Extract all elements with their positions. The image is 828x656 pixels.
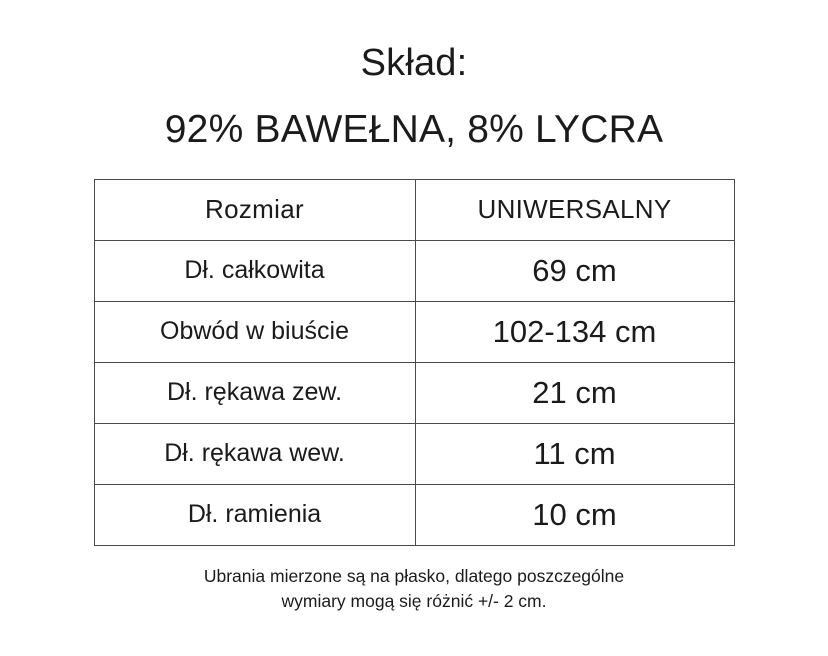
- measurement-label: Dł. rękawa zew.: [94, 362, 415, 423]
- table-row: [94, 484, 734, 545]
- measurement-value: 102-134 cm: [415, 301, 734, 362]
- footnote: [94, 564, 734, 615]
- table-header-value: UNIWERSALNY: [415, 179, 734, 240]
- table-row: [94, 362, 734, 423]
- footnote-line-2: wymiary mogą się różnić +/- 2 cm.: [281, 590, 547, 611]
- measurement-value: 10 cm: [415, 484, 734, 545]
- composition-value: 92% BAWEŁNA, 8% LYCRA: [164, 107, 664, 151]
- measurement-label: Obwód w biuście: [94, 301, 415, 362]
- size-table: [94, 179, 735, 546]
- table-header-label: Rozmiar: [94, 179, 415, 240]
- measurement-label: Dł. całkowita: [94, 240, 415, 301]
- measurement-label: Dł. ramienia: [94, 484, 415, 545]
- table-row: [94, 179, 734, 240]
- table-row: [94, 240, 734, 301]
- measurement-value: 11 cm: [415, 423, 734, 484]
- measurement-value: 69 cm: [415, 240, 734, 301]
- measurement-label: Dł. rękawa wew.: [94, 423, 415, 484]
- measurement-value: 21 cm: [415, 362, 734, 423]
- table-row: [94, 423, 734, 484]
- table-row: [94, 301, 734, 362]
- footnote-line-1: Ubrania mierzone są na płasko, dlatego poszczególne: [203, 565, 625, 586]
- composition-title: Skład:: [360, 42, 468, 84]
